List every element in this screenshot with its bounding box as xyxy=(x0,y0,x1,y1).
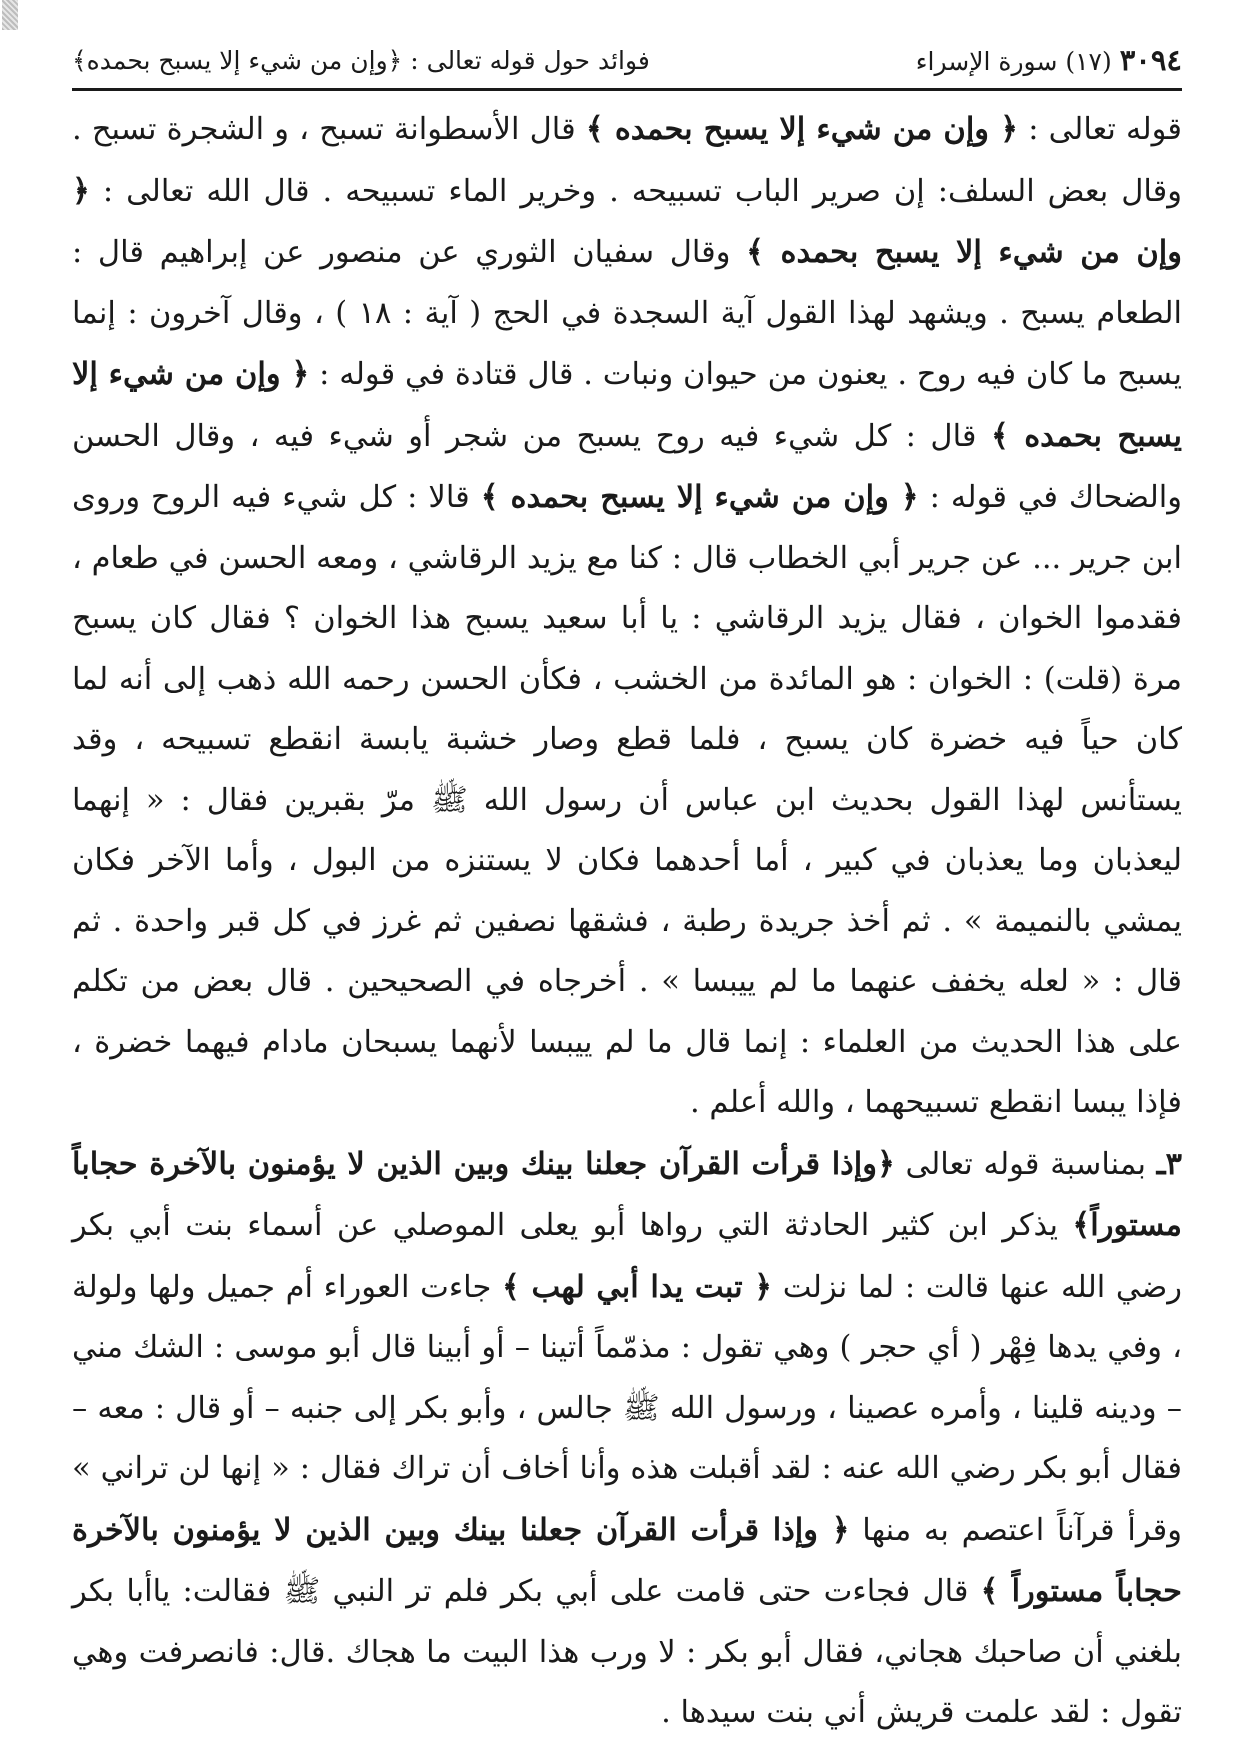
page-body xyxy=(72,99,1182,1744)
surah-title: (١٧) سورة الإسراء xyxy=(915,47,1112,76)
text-run: قوله تعالى : xyxy=(1018,112,1183,147)
header-right xyxy=(916,40,1182,82)
text-run: قال : كل شيء فيه روح يسبح من شجر أو شيء فيه ، وقال الحسن والضحاك في قوله : xyxy=(72,418,1182,515)
quran-quote: ٣ـ xyxy=(1156,1145,1182,1182)
scan-artifact xyxy=(2,0,18,30)
quran-quote: ﴿ وإذا قرأت القرآن جعلنا بينك وبين الذين لا يؤمنون بالآخرة حجاباً مستوراً ﴾ xyxy=(72,1511,1182,1609)
text-run: جاءت العوراء أم جميل ولها ولولة ، وفي يدها فِهْر ( أي حجر ) وهي تقول : مذمّماً أتينا – أو أبينا قال أبو موسى : الشك مني – ودينه قلينا ، وأمره عصينا ، ورسول الله ﷺ جالس ، وأبو بكر إلى جنبه – أو قال : معه – فقال أبو بكر رضي الله عنه : لقد أقبلت هذه وأنا أخاف أن تراك فقال : « إنها لن تراني » وقرأ قرآناً اعتصم به منها xyxy=(72,1269,1182,1548)
text-run: قال الأسطوانة تسبح ، و الشجرة تسبح . وقال بعض السلف: إن صرير الباب تسبيحه . وخرير الماء تسبيحه . قال الله تعالى : xyxy=(72,112,1182,209)
text-run: بمناسبة قوله تعالى xyxy=(894,1146,1157,1182)
text-run: قالا : كل شيء فيه الروح وروى ابن جرير ... عن جرير أبي الخطاب قال : كنا مع يزيد الرقاشي ، ومعه الحسن في طعام ، فقدموا الخوان ، فقال يزيد الرقاشي : يا أبا سعيد يسبح هذا الخوان ؟ فقال كان يسبح مرة (قلت) : الخوان : هو المائدة من الخشب ، فكأن الحسن رحمه الله ذهب إلى أنه لما كان حياً فيه خضرة كان يسبح ، فلما قطع وصار خشبة يابسة انقطع تسبيحه ، وقد يستأنس لهذا القول بحديث ابن عباس أن رسول الله ﷺ مرّ بقبرين فقال : « إنهما ليعذبان وما يعذبان في كبير ، أما أحدهما فكان لا يستنزه من البول ، وأما الآخر فكان يمشي بالنميمة » . ثم أخذ جريدة رطبة ، فشقها نصفين ثم غرز في كل قبر واحدة . ثم قال : « لعله يخفف عنهما ما لم ييبسا » . أخرجاه في الصحيحين . قال بعض من تكلم على هذا الحديث من العلماء : إنما قال ما لم ييبسا لأنهما يسبحان مادام فيهما خضرة ، فإذا يبسا انقطع تسبيحهما ، والله أعلم . xyxy=(72,480,1182,1120)
quran-quote: ﴿ وإن من شيء إلا يسبح بحمده ﴾ xyxy=(72,172,1182,270)
quran-quote: ﴿وإذا قرأت القرآن جعلنا بينك وبين الذين لا يؤمنون بالآخرة حجاباً مستوراً﴾ xyxy=(72,1145,1182,1243)
text-run: وقال سفيان الثوري عن منصور عن إبراهيم قال : الطعام يسبح . ويشهد لهذا القول آية السجدة في الحج ( آية : ١٨ ) ، وقال آخرون : إنما يسبح ما كان فيه روح . يعنون من حيوان ونبات . قال قتادة في قوله : xyxy=(72,235,1183,392)
header-topic: فوائد حول قوله تعالى : ﴿وإن من شيء إلا يسبح بحمده﴾ xyxy=(72,46,650,75)
quran-quote: ﴿ وإن من شيء إلا يسبح بحمده ﴾ xyxy=(72,356,1182,454)
text-run: قال فجاءت حتى قامت على أبي بكر فلم تر النبي ﷺ فقالت: ياأبا بكر بلغني أن صاحبك هجاني، فقال أبو بكر : لا ورب هذا البيت ما هجاك .قال: فانصرفت وهي تقول : لقد علمت قريش أني بنت سيدها . xyxy=(72,1574,1182,1730)
running-header xyxy=(72,40,1182,91)
paragraph-2 xyxy=(72,1134,1182,1744)
quran-quote: ﴿ تبت يدا أبي لهب ﴾ xyxy=(502,1268,773,1305)
paragraph-1 xyxy=(72,99,1182,1134)
text-run: يذكر ابن كثير الحادثة التي رواها أبو يعلى الموصلي عن أسماء بنت أبي بكر رضي الله عنها قالت : لما نزلت xyxy=(72,1208,1182,1305)
quran-quote: ﴿ وإن من شيء إلا يسبح بحمده ﴾ xyxy=(585,111,1019,147)
quran-quote: ﴿ وإن من شيء إلا يسبح بحمده ﴾ xyxy=(480,479,919,515)
book-page xyxy=(72,40,1182,1744)
page-number: ٣٠٩٤ xyxy=(1119,43,1182,77)
